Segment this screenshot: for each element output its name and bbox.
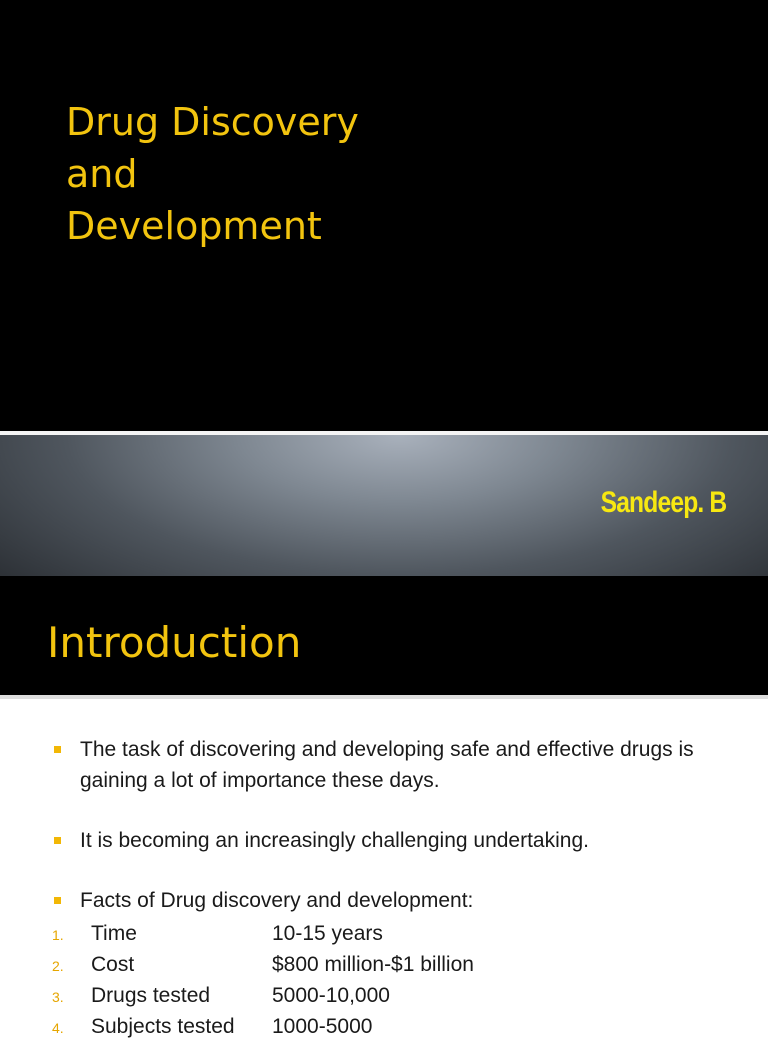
bullet-text: The task of discovering and developing safe and effective drugs is gaining a lot of importance these days. — [80, 738, 694, 792]
fact-label: Time — [91, 922, 137, 945]
fact-label: Subjects tested — [91, 1015, 235, 1038]
fact-value: 10-15 years — [272, 922, 383, 945]
bullet-item — [0, 825, 700, 856]
fact-index: 2. — [52, 958, 64, 974]
fact-row — [0, 918, 768, 949]
author-name: Sandeep. B — [600, 486, 726, 519]
fact-row — [0, 980, 768, 1011]
fact-index: 1. — [52, 927, 64, 943]
bullet-text: It is becoming an increasingly challenging undertaking. — [80, 829, 589, 852]
title-slide — [0, 0, 768, 432]
fact-index: 4. — [52, 1020, 64, 1036]
bullet-item — [0, 885, 700, 916]
square-bullet-icon — [54, 746, 61, 753]
bullet-text: Facts of Drug discovery and development: — [80, 889, 474, 912]
fact-value: 5000-10,000 — [272, 984, 390, 1007]
bullet-item — [0, 734, 700, 796]
fact-row — [0, 1011, 768, 1042]
fact-value: $800 million-$1 billion — [272, 953, 474, 976]
fact-row — [0, 949, 768, 980]
fact-index: 3. — [52, 989, 64, 1005]
title-line-3: Development — [66, 204, 322, 248]
square-bullet-icon — [54, 837, 61, 844]
title-line-1: Drug Discovery — [66, 100, 359, 144]
fact-label: Cost — [91, 953, 135, 976]
bullet-list — [0, 734, 768, 945]
fact-label: Drugs tested — [91, 984, 211, 1007]
fact-value: 1000-5000 — [272, 1015, 373, 1038]
square-bullet-icon — [54, 897, 61, 904]
intro-title: Introduction — [47, 618, 302, 667]
slide-title — [66, 96, 666, 252]
header-divider — [0, 695, 768, 699]
title-line-2: and — [66, 152, 138, 196]
facts-list — [0, 918, 768, 1042]
